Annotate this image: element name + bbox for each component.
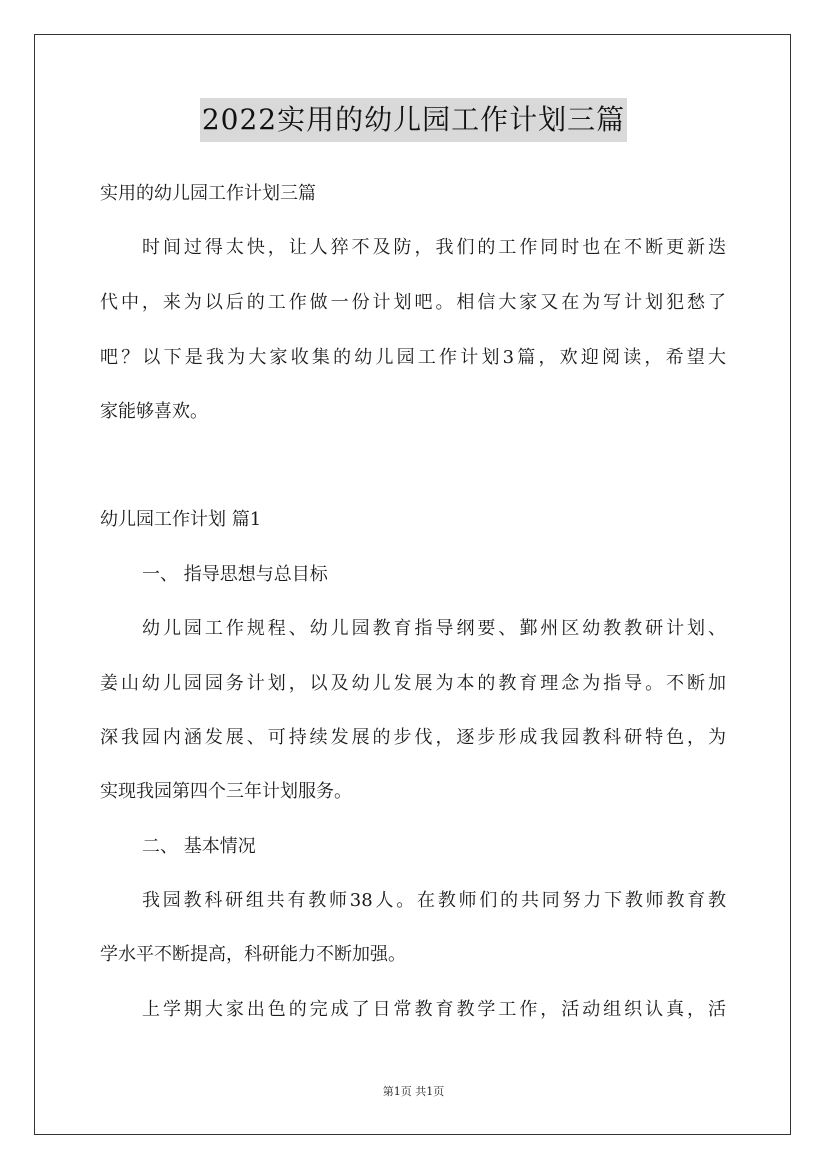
subtitle: 实用的幼儿园工作计划三篇 <box>100 183 316 204</box>
document-title <box>0 98 827 142</box>
para2-line-2: 学水平不断提高，科研能力不断加强。 <box>100 944 406 965</box>
para1-line-1: 幼儿园工作规程、幼儿园教育指导纲要、鄞州区幼教教研计划、 <box>142 618 726 639</box>
heading-basic-situation: 二、 基本情况 <box>142 836 256 857</box>
document-title-text: 2022实用的幼儿园工作计划三篇 <box>200 98 627 142</box>
para1-line-3: 深我园内涵发展、可持续发展的步伐，逐步形成我园教科研特色，为 <box>100 727 726 748</box>
section-title: 幼儿园工作计划 篇1 <box>100 509 262 530</box>
intro-line-2: 代中，来为以后的工作做一份计划吧。相信大家又在为写计划犯愁了 <box>100 292 726 313</box>
page-footer: 第1页 共1页 <box>382 1085 445 1098</box>
intro-line-4: 家能够喜欢。 <box>100 401 208 422</box>
para2-line-1: 我园教科研组共有教师38人。在教师们的共同努力下教师教育教 <box>142 890 726 911</box>
intro-line-1: 时间过得太快，让人猝不及防，我们的工作同时也在不断更新迭 <box>142 237 726 258</box>
intro-line-3: 吧？以下是我为大家收集的幼儿园工作计划3篇，欢迎阅读，希望大 <box>100 347 726 368</box>
para1-line-4: 实现我园第四个三年计划服务。 <box>100 781 352 802</box>
para3-line-1: 上学期大家出色的完成了日常教育教学工作，活动组织认真，活 <box>142 999 726 1020</box>
para1-line-2: 姜山幼儿园园务计划，以及幼儿发展为本的教育理念为指导。不断加 <box>100 673 726 694</box>
heading-guiding-ideology: 一、 指导思想与总目标 <box>142 564 328 585</box>
